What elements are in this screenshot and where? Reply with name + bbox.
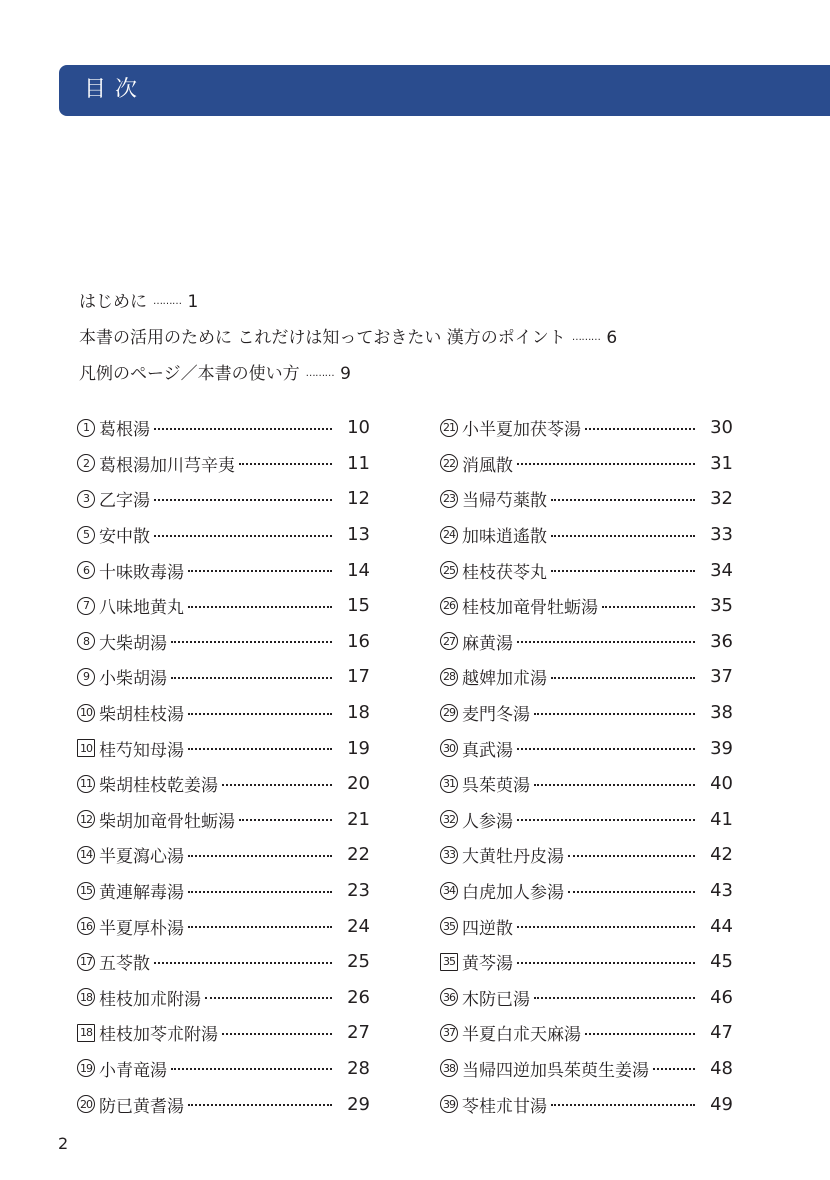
dot-leader xyxy=(188,891,332,893)
circled-number-marker: 20 xyxy=(77,1095,95,1113)
toc-entry[interactable] xyxy=(440,766,733,802)
toc-entry[interactable] xyxy=(440,410,733,446)
dot-leader xyxy=(517,641,695,643)
dot-leader xyxy=(222,1033,332,1035)
toc-entry[interactable] xyxy=(77,552,370,588)
toc-entry[interactable] xyxy=(77,1086,370,1122)
dot-leader xyxy=(188,570,332,572)
toc-entry[interactable] xyxy=(77,695,370,731)
page-title: 目次 xyxy=(84,77,147,102)
toc-entry[interactable] xyxy=(440,873,733,909)
toc-entry-page: 18 xyxy=(347,702,370,724)
toc-entry-page: 49 xyxy=(710,1093,733,1115)
toc-intro-item[interactable] xyxy=(79,362,617,398)
toc-entry-page: 36 xyxy=(710,630,733,652)
dot-leader xyxy=(154,499,332,501)
toc-entry-page: 26 xyxy=(347,986,370,1008)
toc-entry-page: 37 xyxy=(710,666,733,688)
toc-entry-page: 33 xyxy=(710,524,733,546)
dot-leader xyxy=(154,962,332,964)
toc-entry-title: 人参湯 xyxy=(462,811,513,832)
toc-entry-title: 桂枝加苓朮附湯 xyxy=(99,1025,218,1046)
toc-entry-page: 30 xyxy=(710,417,733,439)
toc-entry-title: 乙字湯 xyxy=(99,491,150,512)
dot-leader xyxy=(171,677,332,679)
circled-number-marker: 10 xyxy=(77,704,95,722)
toc-entry-page: 16 xyxy=(347,630,370,652)
circled-number-marker: 34 xyxy=(440,882,458,900)
toc-entry-title: 大黄牡丹皮湯 xyxy=(462,847,564,868)
dot-leader xyxy=(568,855,695,857)
circled-number-marker: 32 xyxy=(440,810,458,828)
dot-leader xyxy=(154,428,332,430)
dot-leader xyxy=(602,606,695,608)
dot-leader xyxy=(188,748,332,750)
circled-number-marker: 3 xyxy=(77,490,95,508)
toc-entry-title: 十味敗毒湯 xyxy=(99,562,184,583)
circled-number-marker: 39 xyxy=(440,1095,458,1113)
dot-leader xyxy=(585,1033,695,1035)
toc-entry[interactable] xyxy=(77,481,370,517)
dot-leader xyxy=(171,1068,332,1070)
toc-entry-page: 38 xyxy=(710,702,733,724)
toc-intro-page: 9 xyxy=(340,364,351,384)
toc-entry-title: 麦門冬湯 xyxy=(462,705,530,726)
toc-entry-title: 黄芩湯 xyxy=(462,954,513,975)
toc-entry[interactable] xyxy=(77,517,370,553)
toc-entry-title: 桂芍知母湯 xyxy=(99,740,184,761)
toc-entry-title: 四逆散 xyxy=(462,918,513,939)
toc-entry-title: 麻黄湯 xyxy=(462,633,513,654)
toc-entry-page: 15 xyxy=(347,595,370,617)
toc-entry-title: 木防已湯 xyxy=(462,989,530,1010)
leader-dots: ……… xyxy=(571,332,601,343)
circled-number-marker: 7 xyxy=(77,597,95,615)
leader-dots: ……… xyxy=(305,368,335,379)
toc-entry-title: 葛根湯加川芎辛夷 xyxy=(99,455,235,476)
circled-number-marker: 29 xyxy=(440,704,458,722)
toc-entry-page: 40 xyxy=(710,773,733,795)
circled-number-marker: 28 xyxy=(440,668,458,686)
dot-leader xyxy=(154,535,332,537)
toc-entry-title: 黄連解毒湯 xyxy=(99,883,184,904)
toc-entry[interactable] xyxy=(440,659,733,695)
dot-leader xyxy=(171,641,332,643)
toc-entry-page: 44 xyxy=(710,915,733,937)
circled-number-marker: 2 xyxy=(77,454,95,472)
toc-entry-title: 八味地黄丸 xyxy=(99,598,184,619)
toc-intro-item[interactable] xyxy=(79,290,617,326)
toc-entry[interactable] xyxy=(440,944,733,980)
toc-entry-title: 柴胡加竜骨牡蛎湯 xyxy=(99,811,235,832)
circled-number-marker: 5 xyxy=(77,526,95,544)
toc-entry[interactable] xyxy=(440,730,733,766)
circled-number-marker: 17 xyxy=(77,953,95,971)
boxed-number-marker: 35 xyxy=(440,953,458,971)
toc-entry-page: 24 xyxy=(347,915,370,937)
circled-number-marker: 30 xyxy=(440,739,458,757)
toc-entry-title: 桂枝加朮附湯 xyxy=(99,989,201,1010)
toc-entry[interactable] xyxy=(440,624,733,660)
intro-section xyxy=(79,290,617,398)
dot-leader xyxy=(653,1068,695,1070)
dot-leader xyxy=(551,677,695,679)
toc-entry[interactable] xyxy=(440,837,733,873)
toc-entry[interactable] xyxy=(77,766,370,802)
toc-intro-label: 凡例のページ／本書の使い方 xyxy=(79,364,300,384)
circled-number-marker: 24 xyxy=(440,526,458,544)
toc-intro-label: はじめに xyxy=(79,292,147,312)
toc-entry[interactable] xyxy=(77,1051,370,1087)
toc-entry-page: 11 xyxy=(347,452,370,474)
circled-number-marker: 1 xyxy=(77,419,95,437)
circled-number-marker: 36 xyxy=(440,988,458,1006)
toc-entry-title: 五苓散 xyxy=(99,954,150,975)
toc-entry-title: 桂枝茯苓丸 xyxy=(462,562,547,583)
toc-entry-page: 35 xyxy=(710,595,733,617)
circled-number-marker: 12 xyxy=(77,810,95,828)
toc-intro-item[interactable] xyxy=(79,326,617,362)
toc-entry-page: 14 xyxy=(347,559,370,581)
toc-entry-title: 消風散 xyxy=(462,455,513,476)
toc-right-column xyxy=(440,410,733,1122)
toc-entry-title: 柴胡桂枝湯 xyxy=(99,705,184,726)
circled-number-marker: 37 xyxy=(440,1024,458,1042)
toc-entry-title: 大柴胡湯 xyxy=(99,633,167,654)
dot-leader xyxy=(517,962,695,964)
circled-number-marker: 25 xyxy=(440,561,458,579)
toc-intro-page: 1 xyxy=(187,292,199,312)
toc-entry[interactable] xyxy=(440,908,733,944)
toc-entry[interactable] xyxy=(77,410,370,446)
toc-entry-title: 葛根湯 xyxy=(99,420,150,441)
circled-number-marker: 16 xyxy=(77,917,95,935)
dot-leader xyxy=(188,926,332,928)
dot-leader xyxy=(517,819,695,821)
dot-leader xyxy=(517,926,695,928)
circled-number-marker: 8 xyxy=(77,632,95,650)
toc-entry-title: 桂枝加竜骨牡蛎湯 xyxy=(462,598,598,619)
dot-leader xyxy=(534,713,695,715)
toc-entry[interactable] xyxy=(77,588,370,624)
toc-entry[interactable] xyxy=(440,481,733,517)
toc-entry-page: 46 xyxy=(710,986,733,1008)
circled-number-marker: 21 xyxy=(440,419,458,437)
toc-entry-page: 39 xyxy=(710,737,733,759)
circled-number-marker: 38 xyxy=(440,1059,458,1077)
boxed-number-marker: 10 xyxy=(77,739,95,757)
toc-entry[interactable] xyxy=(440,517,733,553)
toc-entry[interactable] xyxy=(440,980,733,1016)
dot-leader xyxy=(517,748,695,750)
toc-intro-label: 本書の活用のために これだけは知っておきたい 漢方のポイント xyxy=(79,328,566,348)
toc-entry[interactable] xyxy=(77,1015,370,1051)
dot-leader xyxy=(188,606,332,608)
toc-entry-page: 34 xyxy=(710,559,733,581)
toc-entry-page: 22 xyxy=(347,844,370,866)
toc-entry-title: 半夏厚朴湯 xyxy=(99,918,184,939)
dot-leader xyxy=(551,535,695,537)
circled-number-marker: 9 xyxy=(77,668,95,686)
circled-number-marker: 15 xyxy=(77,882,95,900)
dot-leader xyxy=(239,463,332,465)
dot-leader xyxy=(205,997,332,999)
toc-entry-page: 32 xyxy=(710,488,733,510)
leader-dots: ……… xyxy=(153,296,182,307)
page-number: 2 xyxy=(58,1134,69,1153)
toc-entry-title: 小半夏加茯苓湯 xyxy=(462,420,581,441)
toc-entry-page: 29 xyxy=(347,1093,370,1115)
circled-number-marker: 14 xyxy=(77,846,95,864)
dot-leader xyxy=(568,891,695,893)
toc-entry-page: 13 xyxy=(347,524,370,546)
toc-entry-title: 当帰四逆加呉茱萸生姜湯 xyxy=(462,1060,649,1081)
toc-entry[interactable] xyxy=(77,837,370,873)
toc-entry[interactable] xyxy=(440,1015,733,1051)
dot-leader xyxy=(534,997,695,999)
circled-number-marker: 6 xyxy=(77,561,95,579)
toc-entry[interactable] xyxy=(77,908,370,944)
dot-leader xyxy=(551,499,695,501)
circled-number-marker: 23 xyxy=(440,490,458,508)
dot-leader xyxy=(585,428,695,430)
toc-entry-title: 半夏白朮天麻湯 xyxy=(462,1025,581,1046)
toc-entry-page: 23 xyxy=(347,880,370,902)
toc-left-column xyxy=(77,410,370,1122)
toc-entry-title: 呉茱萸湯 xyxy=(462,776,530,797)
toc-entry-page: 43 xyxy=(710,880,733,902)
toc-entry[interactable] xyxy=(440,588,733,624)
circled-number-marker: 18 xyxy=(77,988,95,1006)
toc-entry-title: 柴胡桂枝乾姜湯 xyxy=(99,776,218,797)
toc-entry[interactable] xyxy=(77,980,370,1016)
toc-entry[interactable] xyxy=(77,624,370,660)
toc-entry[interactable] xyxy=(77,446,370,482)
dot-leader xyxy=(239,819,332,821)
toc-entry-title: 防已黄耆湯 xyxy=(99,1096,184,1117)
toc-entry-page: 28 xyxy=(347,1057,370,1079)
toc-entry[interactable] xyxy=(77,659,370,695)
toc-entry[interactable] xyxy=(440,1086,733,1122)
toc-entry-page: 12 xyxy=(347,488,370,510)
circled-number-marker: 31 xyxy=(440,775,458,793)
dot-leader xyxy=(534,784,695,786)
toc-entry-title: 白虎加人参湯 xyxy=(462,883,564,904)
dot-leader xyxy=(551,1104,695,1106)
circled-number-marker: 35 xyxy=(440,917,458,935)
toc-entry-title: 真武湯 xyxy=(462,740,513,761)
toc-entry[interactable] xyxy=(440,695,733,731)
dot-leader xyxy=(222,784,332,786)
toc-entry-title: 小柴胡湯 xyxy=(99,669,167,690)
toc-entry-title: 苓桂朮甘湯 xyxy=(462,1096,547,1117)
toc-entry[interactable] xyxy=(440,1051,733,1087)
toc-entry-page: 20 xyxy=(347,773,370,795)
circled-number-marker: 19 xyxy=(77,1059,95,1077)
dot-leader xyxy=(188,855,332,857)
toc-entry[interactable] xyxy=(77,802,370,838)
toc-entry-page: 45 xyxy=(710,951,733,973)
toc-entry-title: 半夏瀉心湯 xyxy=(99,847,184,868)
dot-leader xyxy=(551,570,695,572)
boxed-number-marker: 18 xyxy=(77,1024,95,1042)
dot-leader xyxy=(188,713,332,715)
toc-entry-page: 25 xyxy=(347,951,370,973)
toc-entry[interactable] xyxy=(77,730,370,766)
toc-entry-title: 越婢加朮湯 xyxy=(462,669,547,690)
toc-entry-page: 42 xyxy=(710,844,733,866)
toc-entry-title: 加味逍遙散 xyxy=(462,527,547,548)
dot-leader xyxy=(517,463,695,465)
toc-entry-title: 当帰芍薬散 xyxy=(462,491,547,512)
toc-entry[interactable] xyxy=(440,446,733,482)
toc-entry[interactable] xyxy=(77,944,370,980)
toc-entry[interactable] xyxy=(77,873,370,909)
toc-entry-page: 41 xyxy=(710,808,733,830)
toc-entry-title: 安中散 xyxy=(99,527,150,548)
toc-intro-page: 6 xyxy=(606,328,618,348)
toc-entry-page: 48 xyxy=(710,1057,733,1079)
toc-entry-page: 31 xyxy=(710,452,733,474)
circled-number-marker: 33 xyxy=(440,846,458,864)
toc-entry-title: 小青竜湯 xyxy=(99,1060,167,1081)
circled-number-marker: 26 xyxy=(440,597,458,615)
toc-entry-page: 17 xyxy=(347,666,370,688)
circled-number-marker: 27 xyxy=(440,632,458,650)
circled-number-marker: 22 xyxy=(440,454,458,472)
toc-entry-page: 21 xyxy=(347,808,370,830)
circled-number-marker: 11 xyxy=(77,775,95,793)
toc-entry-page: 10 xyxy=(347,417,370,439)
toc-entry[interactable] xyxy=(440,552,733,588)
toc-entry-page: 27 xyxy=(347,1022,370,1044)
toc-entry-page: 47 xyxy=(710,1022,733,1044)
dot-leader xyxy=(188,1104,332,1106)
toc-entry[interactable] xyxy=(440,802,733,838)
toc-entry-page: 19 xyxy=(347,737,370,759)
toc-header-bar xyxy=(59,65,830,116)
